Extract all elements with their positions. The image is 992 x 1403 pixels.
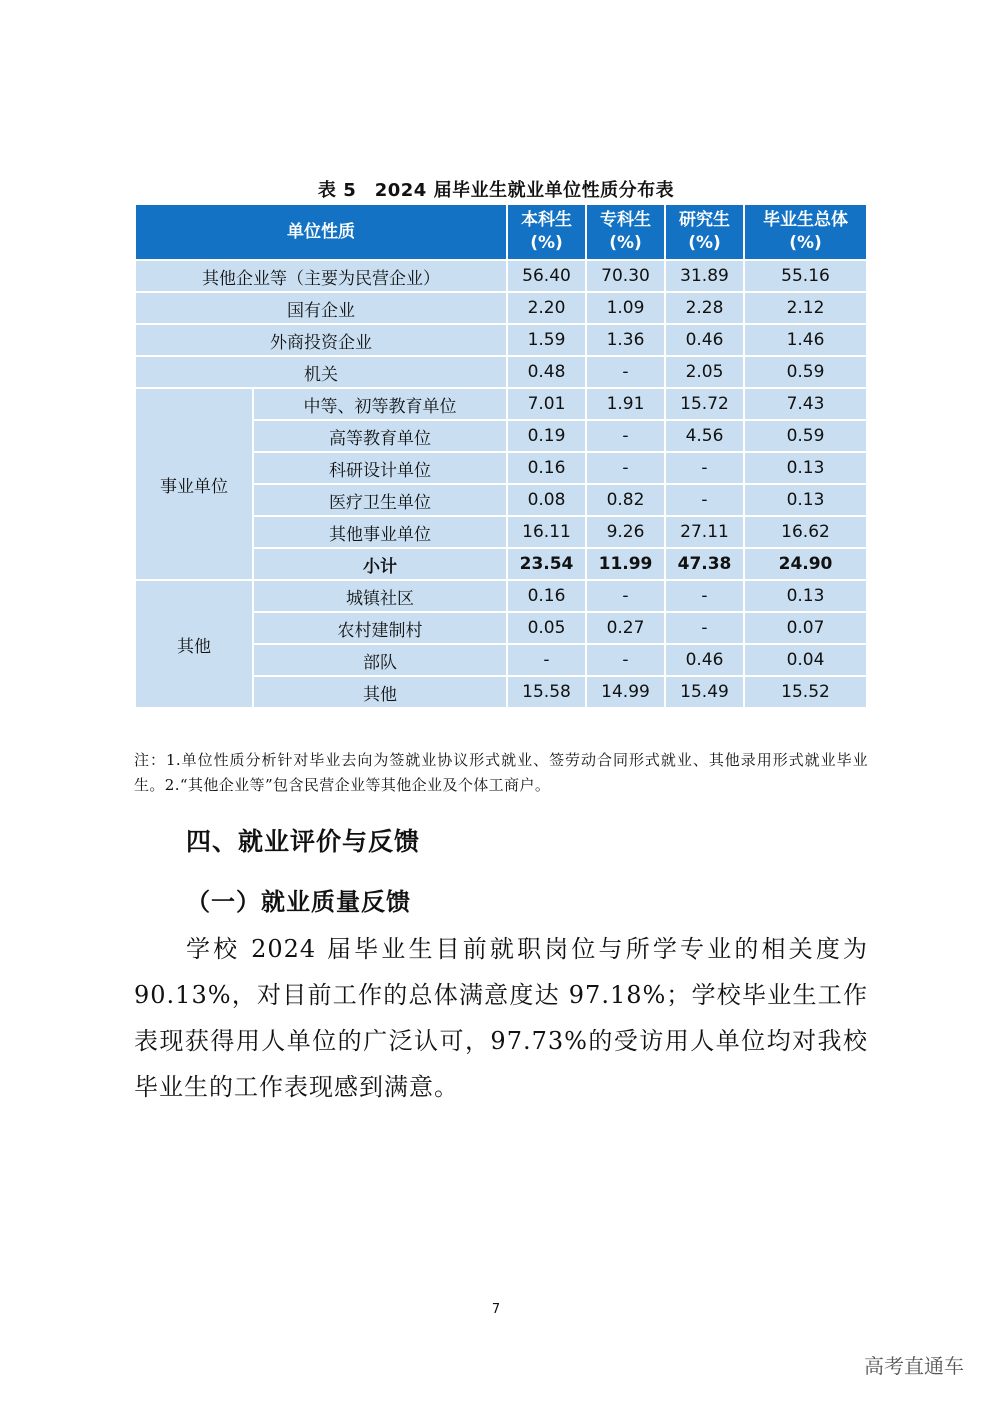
value-cell: 24.90	[744, 548, 867, 580]
value-cell: 4.56	[665, 420, 744, 452]
header-column	[507, 204, 586, 260]
row-label: 医疗卫生单位	[253, 484, 507, 516]
value-cell: 16.62	[744, 516, 867, 548]
value-cell: -	[665, 580, 744, 612]
value-cell: 2.20	[507, 292, 586, 324]
group-label: 事业单位	[135, 388, 253, 580]
value-cell: 0.27	[586, 612, 665, 644]
row-label: 国有企业	[135, 292, 507, 324]
table-caption: 表 5 2024 届毕业生就业单位性质分布表	[317, 180, 675, 201]
header-label: 本科生	[521, 210, 572, 230]
value-cell: 1.91	[586, 388, 665, 420]
table-note: 注：1.单位性质分析针对毕业去向为签就业协议形式就业、签劳动合同形式就业、其他录用形式就业毕业生。2.“其他企业等”包含民营企业等其他企业及个体工商户。	[134, 751, 868, 794]
value-cell: 0.04	[744, 644, 867, 676]
group-label: 其他	[135, 580, 253, 708]
value-cell: -	[507, 644, 586, 676]
header-column	[665, 204, 744, 260]
table-row	[135, 292, 867, 324]
value-cell: 0.46	[665, 324, 744, 356]
value-cell: 0.16	[507, 452, 586, 484]
row-label: 中等、初等教育单位	[253, 388, 507, 420]
value-cell: 0.82	[586, 484, 665, 516]
value-cell: -	[586, 580, 665, 612]
header-unit: (%)	[609, 233, 642, 253]
header-label: 研究生	[679, 210, 730, 230]
row-label: 小计	[253, 548, 507, 580]
value-cell: 2.28	[665, 292, 744, 324]
value-cell: 2.05	[665, 356, 744, 388]
value-cell: 0.16	[507, 580, 586, 612]
employment-unit-table	[134, 203, 868, 709]
header-unit: (%)	[789, 233, 822, 253]
value-cell: 15.49	[665, 676, 744, 708]
value-cell: 0.59	[744, 356, 867, 388]
table-row	[135, 356, 867, 388]
header-label: 毕业生总体	[763, 210, 848, 230]
value-cell: 0.05	[507, 612, 586, 644]
value-cell: 0.46	[665, 644, 744, 676]
value-cell: 11.99	[586, 548, 665, 580]
row-label: 其他事业单位	[253, 516, 507, 548]
header-column	[744, 204, 867, 260]
table-row	[135, 324, 867, 356]
value-cell: 55.16	[744, 260, 867, 292]
value-cell: 47.38	[665, 548, 744, 580]
row-label: 外商投资企业	[135, 324, 507, 356]
value-cell: -	[586, 644, 665, 676]
value-cell: 70.30	[586, 260, 665, 292]
table-row	[135, 260, 867, 292]
page-number: 7	[491, 1302, 501, 1317]
table-header	[135, 204, 867, 260]
value-cell: 1.59	[507, 324, 586, 356]
value-cell: 0.13	[744, 580, 867, 612]
value-cell: 0.48	[507, 356, 586, 388]
table-row	[135, 580, 867, 612]
value-cell: 1.36	[586, 324, 665, 356]
value-cell: 56.40	[507, 260, 586, 292]
row-label: 部队	[253, 644, 507, 676]
subsection-heading: （一）就业质量反馈	[186, 888, 411, 916]
value-cell: 7.43	[744, 388, 867, 420]
value-cell: 2.12	[744, 292, 867, 324]
body-paragraph: 学校 2024 届毕业生目前就职岗位与所学专业的相关度为 90.13%，对目前工作的总体满意度达 97.18%；学校毕业生工作表现获得用人单位的广泛认可，97.73%的受访用人单位均对我校毕业生的工作表现感到满意。	[134, 935, 868, 1101]
value-cell: 23.54	[507, 548, 586, 580]
value-cell: -	[586, 356, 665, 388]
value-cell: -	[665, 452, 744, 484]
table-body	[135, 260, 867, 708]
value-cell: 0.19	[507, 420, 586, 452]
section-heading: 四、就业评价与反馈	[186, 827, 421, 856]
value-cell: 15.52	[744, 676, 867, 708]
value-cell: 1.46	[744, 324, 867, 356]
value-cell: -	[665, 612, 744, 644]
value-cell: -	[586, 420, 665, 452]
value-cell: 27.11	[665, 516, 744, 548]
value-cell: -	[586, 452, 665, 484]
row-label: 其他	[253, 676, 507, 708]
table-row	[135, 388, 867, 420]
value-cell: 0.59	[744, 420, 867, 452]
header-row	[135, 204, 867, 260]
watermark: 高考直通车	[864, 1354, 964, 1378]
row-label: 机关	[135, 356, 507, 388]
row-label: 科研设计单位	[253, 452, 507, 484]
header-column	[586, 204, 665, 260]
value-cell: 15.58	[507, 676, 586, 708]
value-cell: 7.01	[507, 388, 586, 420]
value-cell: 0.07	[744, 612, 867, 644]
header-label: 专科生	[600, 210, 651, 230]
value-cell: 31.89	[665, 260, 744, 292]
row-label: 其他企业等（主要为民营企业）	[135, 260, 507, 292]
value-cell: 0.13	[744, 452, 867, 484]
value-cell: 14.99	[586, 676, 665, 708]
row-label: 城镇社区	[253, 580, 507, 612]
value-cell: 9.26	[586, 516, 665, 548]
value-cell: 0.08	[507, 484, 586, 516]
value-cell: -	[665, 484, 744, 516]
header-label: 单位性质	[287, 221, 355, 242]
value-cell: 15.72	[665, 388, 744, 420]
value-cell: 16.11	[507, 516, 586, 548]
row-label: 农村建制村	[253, 612, 507, 644]
value-cell: 0.13	[744, 484, 867, 516]
header-unit-type	[135, 204, 507, 260]
row-label: 高等教育单位	[253, 420, 507, 452]
header-unit: (%)	[688, 233, 721, 253]
header-unit: (%)	[530, 233, 563, 253]
value-cell: 1.09	[586, 292, 665, 324]
